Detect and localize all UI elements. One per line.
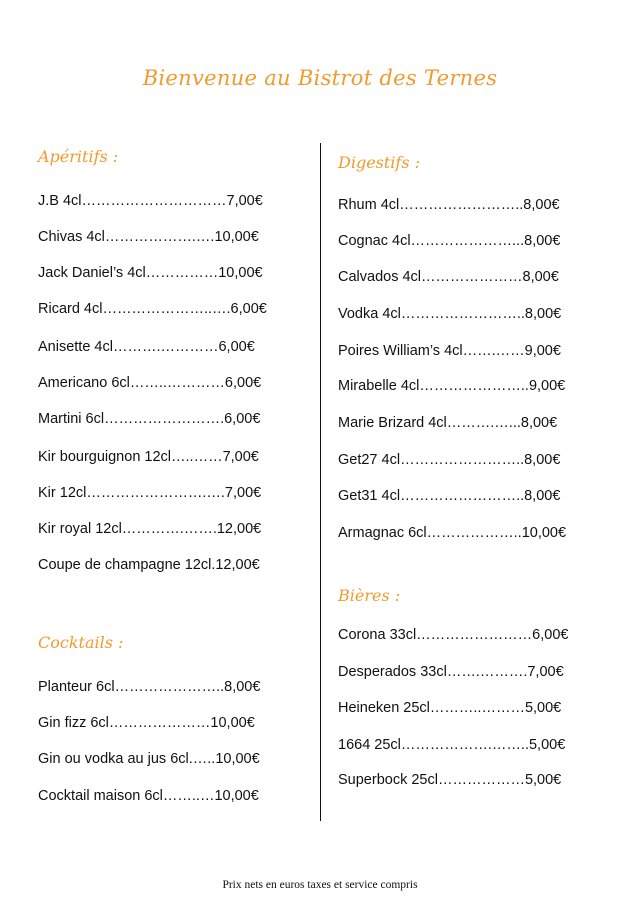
section-title-digestifs: Digestifs :: [338, 153, 421, 172]
menu-item: Rhum 4cl……………………..8,00€: [338, 197, 560, 213]
menu-item: Martini 6cl…………………….6,00€: [38, 411, 261, 427]
page-title: Bienvenue au Bistrot des Ternes: [142, 66, 498, 90]
menu-item: Americano 6cl……..…………6,00€: [38, 375, 262, 391]
menu-item: Superbock 25cl………………5,00€: [338, 772, 562, 788]
menu-item: Get27 4cl……………………..8,00€: [338, 452, 561, 468]
menu-item: Marie Brizard 4cl……….…...8,00€: [338, 415, 558, 431]
menu-item: Kir bourguignon 12cl…..……7,00€: [38, 449, 259, 465]
menu-item: Armagnac 6cl………………..10,00€: [338, 525, 567, 541]
menu-item: Planteur 6cl…………………..8,00€: [38, 679, 261, 695]
menu-item: Anisette 4cl……….…………6,00€: [38, 339, 255, 355]
menu-item: Jack Daniel’s 4cl……………10,00€: [38, 265, 263, 281]
section-title-aperitifs: Apéritifs :: [38, 147, 119, 166]
menu-item: Poires William’s 4cl…….……9,00€: [338, 343, 561, 359]
menu-item: Cocktail maison 6cl……..…10,00€: [38, 788, 259, 804]
menu-item: Get31 4cl……………………..8,00€: [338, 488, 561, 504]
menu-item: Vodka 4cl……………………..8,00€: [338, 306, 562, 322]
menu-item: Mirabelle 4cl…………………..9,00€: [338, 378, 566, 394]
menu-item: J.B 4cl…………………………7,00€: [38, 193, 263, 209]
menu-item: Kir 12cl…………………….….7,00€: [38, 485, 262, 501]
menu-item: 1664 25cl……………….……..5,00€: [338, 737, 566, 753]
menu-item: Gin fizz 6cl…………………10,00€: [38, 715, 255, 731]
column-divider: [320, 143, 321, 821]
menu-item: Chivas 4cl……………….….10,00€: [38, 229, 259, 245]
menu-item: Kir royal 12cl………….…….12,00€: [38, 521, 262, 537]
menu-item: Heineken 25cl………..………5,00€: [338, 700, 562, 716]
menu-item: Calvados 4cl…………………8,00€: [338, 269, 559, 285]
menu-item: Corona 33cl……………………6,00€: [338, 627, 569, 643]
footer-note: Prix nets en euros taxes et service compris: [222, 879, 418, 891]
menu-item: Gin ou vodka au jus 6cl.…..10,00€: [38, 751, 260, 767]
menu-item: Cognac 4cl…………………...8,00€: [338, 233, 561, 249]
menu-item: Desperados 33cl…….……….7,00€: [338, 664, 564, 680]
menu-item: Ricard 4cl…………………..….6,00€: [38, 301, 267, 317]
section-title-cocktails: Cocktails :: [38, 633, 124, 652]
menu-item: Coupe de champagne 12cl.12,00€: [38, 557, 260, 573]
section-title-bieres: Bières :: [338, 586, 401, 605]
